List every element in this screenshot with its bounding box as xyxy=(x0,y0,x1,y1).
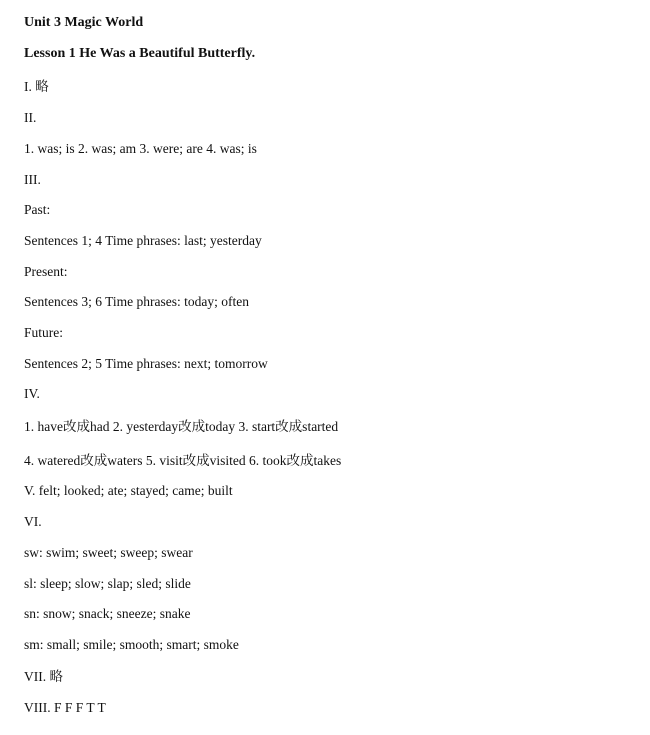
section-iv-line-1: 1. have改成had 2. yesterday改成today 3. start改成started xyxy=(24,419,339,434)
future-answers: Sentences 2; 5 Time phrases: next; tomorrow xyxy=(24,356,268,371)
section-iv-line-2: 4. watered改成waters 5. visit改成visited 6. took改成takes xyxy=(24,453,342,468)
sw-words: sw: swim; sweet; sweep; swear xyxy=(24,545,193,560)
present-label: Present: xyxy=(24,264,68,279)
section-iv-heading: IV. xyxy=(24,386,40,401)
unit-title: Unit 3 Magic World xyxy=(24,15,144,30)
section-ii-answers: 1. was; is 2. was; am 3. were; are 4. was; is xyxy=(24,141,257,156)
past-label: Past: xyxy=(24,202,51,217)
future-label: Future: xyxy=(24,325,63,340)
section-v-answers: V. felt; looked; ate; stayed; came; built xyxy=(24,483,233,498)
section-vi-heading: VI. xyxy=(24,514,42,529)
section-vii: VII. 略 xyxy=(24,669,63,684)
present-answers: Sentences 3; 6 Time phrases: today; often xyxy=(24,294,249,309)
lesson-title: Lesson 1 He Was a Beautiful Butterfly. xyxy=(24,46,256,61)
section-ii-heading: II. xyxy=(24,110,37,125)
section-i: I. 略 xyxy=(24,79,49,94)
sm-words: sm: small; smile; smooth; smart; smoke xyxy=(24,637,239,652)
section-viii-answers: VIII. F F F T T xyxy=(24,700,106,715)
sn-words: sn: snow; snack; sneeze; snake xyxy=(24,606,191,621)
sl-words: sl: sleep; slow; slap; sled; slide xyxy=(24,576,191,591)
section-iii-heading: III. xyxy=(24,172,41,187)
past-answers: Sentences 1; 4 Time phrases: last; yesterday xyxy=(24,233,262,248)
